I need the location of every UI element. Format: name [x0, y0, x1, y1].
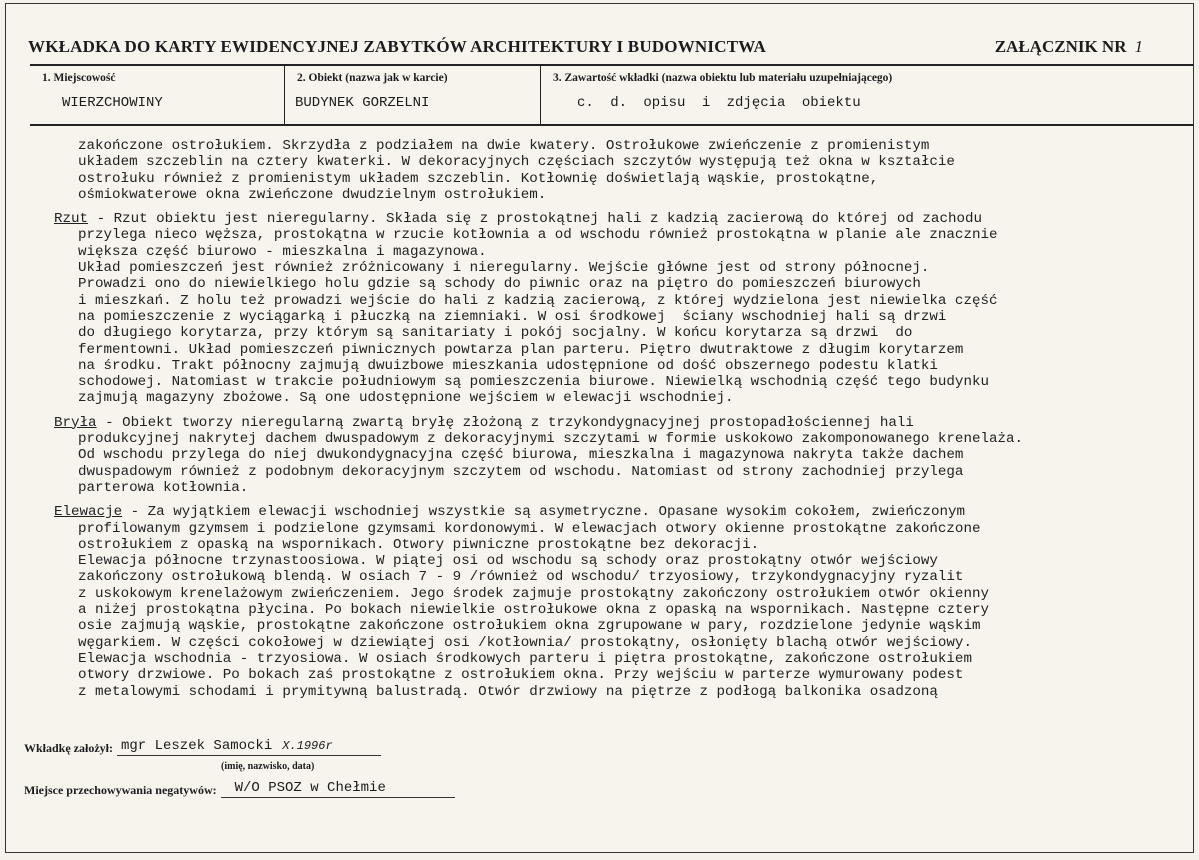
header-fields — [30, 64, 1193, 126]
section-heading-rzut: Rzut — [54, 211, 89, 228]
prepared-by-row — [24, 738, 381, 756]
object-field — [285, 66, 541, 124]
section-first-line: - Za wyjątkiem elewacji wschodniej wszystkie są asymetryczne. Opasane wysokim cokołem, zwieńczonym — [122, 504, 965, 521]
text-line: otwory drzwiowe. Po bokach zaś prostokątne z ostrołukiem okna. Przy wejściu w parterze wymurowany podest — [78, 667, 964, 684]
text-line: przylega nieco węższa, prostokątna w rzucie kotłownia a od wschodu również prostokątna w planie ale znacznie — [78, 227, 998, 244]
text-line: węgarkiem. W części cokołowej w dziewiątej osi /kotłownia/ prostokątny, osłonięty blachą otwór wejściowy. — [78, 634, 972, 651]
card-title: WKŁADKA DO KARTY EWIDENCYJNEJ ZABYTKÓW ARCHITEKTURY I BUDOWNICTWA — [28, 37, 767, 56]
description-body — [54, 138, 1194, 700]
text-line: schodowej. Natomiast w trakcie południowym są pomieszczenia biurowe. Niewielką wschodnią część tego budynku — [78, 374, 989, 391]
text-line: zajmują magazyny zbożowe. Są one udostępnione wejściem w elewacji wschodniej. — [78, 390, 734, 407]
negative-storage-value: W/O PSOZ w Chełmie — [221, 780, 455, 798]
text-line: do długiego korytarza, przy którym są sanitariaty i pokój socjalny. W końcu korytarza są drzwi do — [78, 325, 913, 342]
text-line: na pomieszczenie z wyciągarką i płuczką na ziemniaki. W osi środkowej ściany wschodniej hali są drzwi — [78, 308, 947, 325]
text-line: Prowadzi ono do niewielkiego holu gdzie są schody do piwnic oraz na piętro do pomieszczeń biurowych — [78, 276, 921, 293]
prepared-by-name: mgr Leszek Samocki — [121, 738, 273, 754]
prepared-by-sublabel: (imię, nazwisko, data) — [221, 761, 315, 772]
negative-storage-label: Miejsce przechowywania negatywów: — [24, 783, 217, 797]
intro-paragraph — [54, 138, 1194, 203]
text-line: układem szczeblin na cztery kwaterki. W dekoracyjnych częściach szczytów występują też okna w kształcie — [78, 154, 955, 171]
annex-label: ZAŁĄCZNIK NR — [994, 37, 1127, 56]
content-label: 3. Zawartość wkładki (nazwa obiektu lub materiału uzupełniającego) — [553, 72, 893, 84]
text-line: i mieszkań. Z holu też prowadzi wejście do hali z kadzią zacierową, z której wydzielona jest niewielka część — [78, 292, 998, 309]
text-line: zakończone ostrołukiem. Skrzydła z podziałem na dwie kwatery. Ostrołukowe zwieńczenie z promienistym — [78, 138, 930, 154]
annex-number-block — [995, 37, 1143, 57]
bryla-paragraph — [54, 415, 1194, 496]
text-line: Elewacja północne trzynastoosiowa. W piątej osi od wschodu są schody oraz prostokątny otwór wejściowy — [78, 553, 938, 570]
text-line: zakończony ostrołukową blendą. W osiach 7 - 9 /również od wschodu/ trzyosiowy, trzykondygnacyjny ryzalit — [78, 569, 964, 586]
prepared-by-label: Wkładkę założył: — [24, 741, 113, 755]
rzut-paragraph — [54, 211, 1194, 407]
prepared-by-value — [117, 738, 381, 756]
text-line: produkcyjnej nakrytej dachem dwuspadowym z dekoracyjnymi szczytami w formie uskokowo zakomponowanego krenelaża. — [78, 431, 1024, 448]
annex-number: 1 — [1134, 37, 1143, 56]
text-line: fermentowni. Układ pomieszczeń piwnicznych powtarza plan parteru. Piętro dwutraktowe z długim korytarzem — [78, 341, 964, 358]
text-line: Od wschodu przylega do niej dwukondygnacyjna część biurowa, mieszkalna i magazynowa nakryta także dachem — [78, 447, 964, 464]
locality-label: 1. Miejscowość — [42, 72, 116, 84]
content-value: c. d. opisu i zdjęcia obiektu — [577, 95, 861, 111]
negative-storage-row — [24, 780, 455, 798]
locality-value: WIERZCHOWINY — [62, 95, 163, 111]
text-line — [54, 504, 1194, 520]
text-line: z uskokowym krenelażowym zwieńczeniem. Jego środek zajmuje prostokątny zakończony ostrołukiem otwór okienny — [78, 585, 989, 602]
text-line: profilowanym gzymsem i podzielone gzymsami kordonowymi. W elewacjach otwory okienne prostokątne zakończone — [78, 520, 981, 537]
section-first-line: - Obiekt tworzy nieregularną zwartą bryłę złożoną z trzykondygnacyjnej prostopadłościennej hali — [96, 414, 914, 431]
text-line — [54, 415, 1194, 431]
object-label: 2. Obiekt (nazwa jak w karcie) — [297, 72, 448, 84]
elewacje-paragraph — [54, 504, 1194, 700]
text-line: dwuspadowym również z podobnym dekoracyjnym szczytem od wschodu. Natomiast od strony zachodniej przylega — [78, 463, 964, 480]
text-line: na środku. Trakt północny zajmują dwuizbowe mieszkania udostępnione od dość obszernego podestu klatki — [78, 357, 938, 374]
section-heading-elewacje: Elewacje — [54, 504, 123, 521]
text-line: Elewacja wschodnia - trzyosiowa. W osiach środkowych parteru i piętra prostokątne, zakończone ostrołukiem — [78, 650, 972, 667]
content-field — [541, 66, 1193, 124]
text-line: osie zajmują wąskie, prostokątne zakończone ostrołukiem okna zgrupowane w pary, rozdzielone jedynie wąskim — [78, 618, 981, 635]
text-line: ostrołukiem z opaską na wspornikach. Otwory piwniczne prostokątne bez dekoracji. — [78, 536, 760, 553]
text-line: ośmiokwaterowe okna zwieńczone dwudzielnym ostrołukiem. — [78, 186, 547, 203]
text-line: ostrołuku również z promienistym układem szczeblin. Kotłownię doświetlają wąskie, prostokątne, — [78, 170, 879, 187]
text-line: większa część biurowo - mieszkalna i magazynowa. — [78, 243, 487, 260]
locality-field — [30, 66, 285, 124]
record-card — [5, 3, 1194, 853]
section-heading-bryla: Bryła — [54, 414, 97, 431]
object-value: BUDYNEK GORZELNI — [295, 95, 430, 111]
text-line: a niżej prostokątna płycina. Po bokach niewielkie ostrołukowe okna z opaską na wspornikach. Następne cztery — [78, 602, 989, 619]
section-first-line: - Rzut obiektu jest nieregularny. Składa się z prostokątnej hali z kadzią zacierową do której od zachodu — [88, 211, 983, 228]
text-line — [54, 211, 1194, 227]
text-line: Układ pomieszczeń jest również zróżnicowany i nieregularny. Wejście główne jest od strony północnej. — [78, 260, 930, 277]
text-line: parterowa kotłownia. — [78, 479, 249, 496]
text-line: z metalowymi schodami i prymitywną balustradą. Otwór drzwiowy na piętrze z podłogą balkonika osadzoną — [78, 683, 938, 700]
prepared-date: X.1996r — [282, 739, 333, 753]
